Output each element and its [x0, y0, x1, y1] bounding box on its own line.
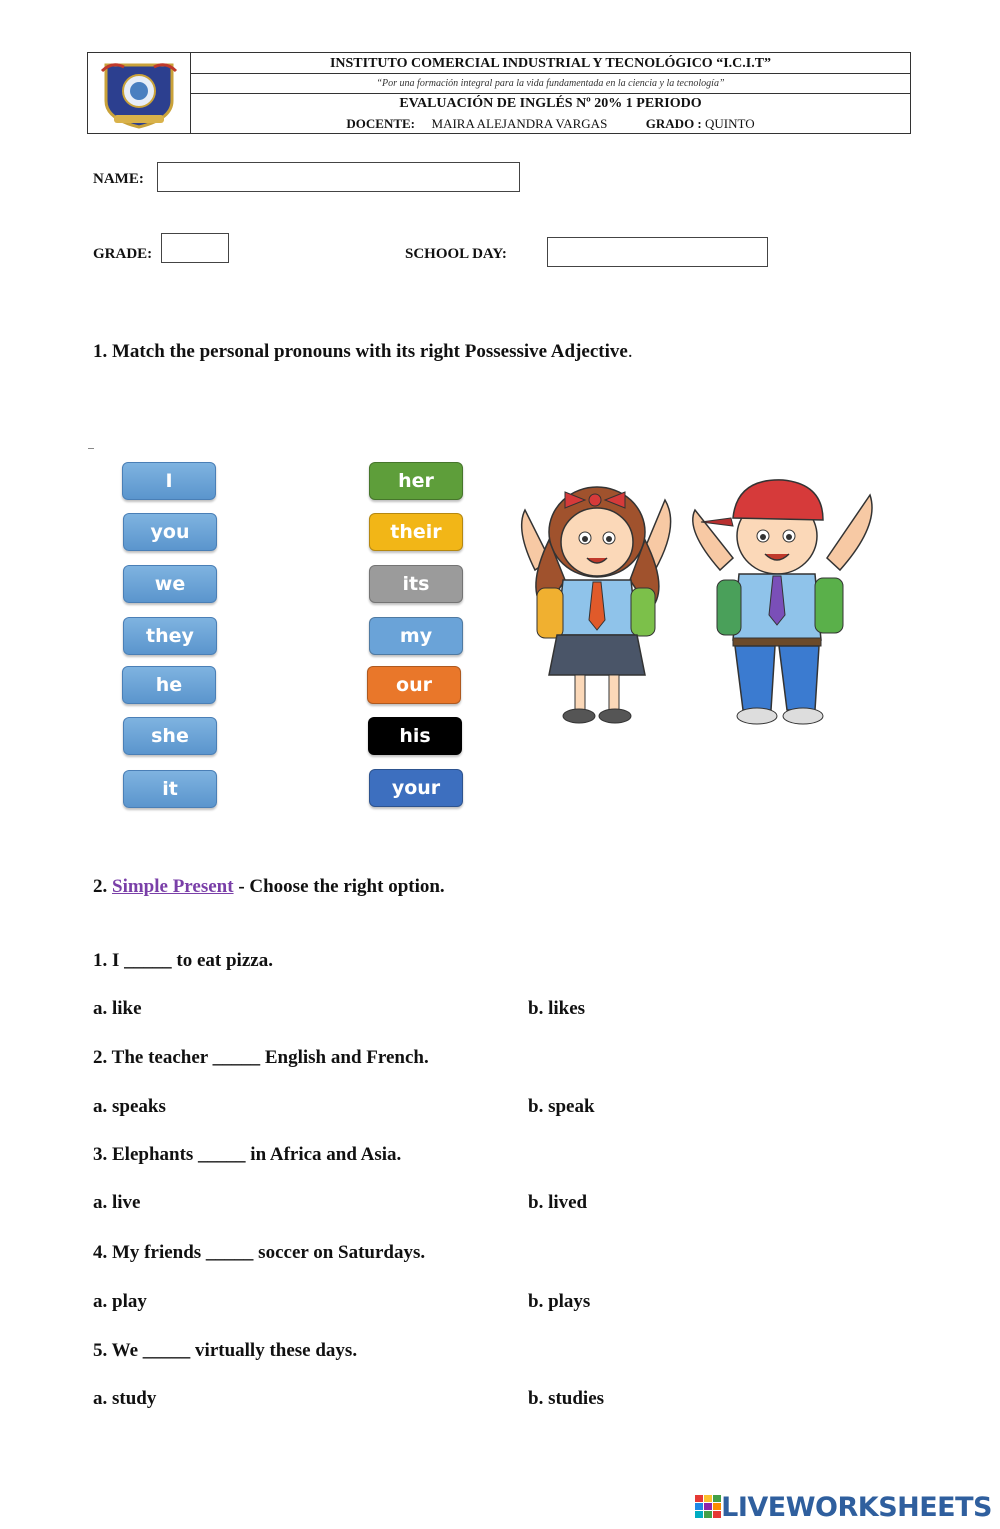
question-5: 5. We _____ virtually these days.	[93, 1340, 358, 1361]
option-5a[interactable]: a. study	[93, 1388, 157, 1409]
teacher-label: DOCENTE:	[346, 116, 416, 131]
option-3a[interactable]: a. live	[93, 1192, 141, 1213]
option-4a[interactable]: a. play	[93, 1291, 147, 1312]
liveworksheets-text: LIVEWORKSHEETS	[721, 1492, 992, 1523]
institution-name: INSTITUTO COMERCIAL INDUSTRIAL Y TECNOLÓGICO “I.C.I.T”	[191, 53, 910, 74]
pronoun-tile-you[interactable]: you	[123, 513, 217, 551]
pronoun-tile-she[interactable]: she	[123, 717, 217, 755]
possessive-tile-your[interactable]: your	[369, 769, 463, 807]
teacher-grade-row	[191, 114, 910, 134]
name-input[interactable]	[157, 162, 520, 192]
option-2a[interactable]: a. speaks	[93, 1096, 166, 1117]
question-2: 2. The teacher _____ English and French.	[93, 1047, 429, 1068]
possessive-tile-her[interactable]: her	[369, 462, 463, 500]
option-4b[interactable]: b. plays	[528, 1291, 591, 1312]
section1-title	[93, 341, 633, 363]
liveworksheets-logo[interactable]	[695, 1492, 992, 1523]
question-4: 4. My friends _____ soccer on Saturdays.	[93, 1242, 426, 1263]
pronoun-tile-he[interactable]: he	[122, 666, 216, 704]
boy-figure	[693, 480, 872, 724]
section1-title-text: 1. Match the personal pronouns with its right Possessive Adjective	[93, 341, 628, 362]
possessive-tile-my[interactable]: my	[369, 617, 463, 655]
question-1: 1. I _____ to eat pizza.	[93, 950, 273, 971]
school-day-label: SCHOOL DAY:	[405, 246, 507, 262]
grade-input[interactable]	[161, 233, 229, 263]
school-day-input[interactable]	[547, 237, 768, 267]
possessive-tile-our[interactable]: our	[367, 666, 461, 704]
header-table	[87, 52, 911, 134]
section1-title-end: .	[627, 341, 633, 362]
pronoun-tile-i[interactable]: I	[122, 462, 216, 500]
section2-prefix: 2.	[93, 876, 108, 897]
girl-figure	[522, 487, 671, 723]
name-label: NAME:	[93, 171, 144, 187]
grade-field-label: GRADE:	[93, 246, 153, 262]
possessive-tile-its[interactable]: its	[369, 565, 463, 603]
liveworksheets-icon	[695, 1495, 721, 1519]
question-3: 3. Elephants _____ in Africa and Asia.	[93, 1144, 402, 1165]
simple-present-link[interactable]: Simple Present	[112, 876, 234, 897]
institution-motto: “Por una formación integral para la vida fundamentada en la ciencia y la tecnología”	[191, 74, 910, 94]
pronoun-tile-they[interactable]: they	[123, 617, 217, 655]
pronoun-tile-we[interactable]: we	[123, 565, 217, 603]
section2-title	[93, 876, 445, 898]
grade-value: QUINTO	[705, 116, 755, 131]
school-crest-icon	[88, 53, 191, 133]
grade-label: GRADO :	[645, 116, 702, 131]
option-3b[interactable]: b. lived	[528, 1192, 588, 1213]
school-logo	[88, 53, 191, 133]
section2-suffix: - Choose the right option.	[233, 876, 445, 897]
pronoun-tile-it[interactable]: it	[123, 770, 217, 808]
option-2b[interactable]: b. speak	[528, 1096, 595, 1117]
possessive-tile-their[interactable]: their	[369, 513, 463, 551]
option-1a[interactable]: a. like	[93, 998, 142, 1019]
teacher-name: MAIRA ALEJANDRA VARGAS	[431, 116, 608, 131]
possessive-tile-his[interactable]: his	[368, 717, 462, 755]
kids-illustration	[505, 470, 885, 735]
option-1b[interactable]: b. likes	[528, 998, 586, 1019]
exam-title: EVALUACIÓN DE INGLÉS Nº 20% 1 PERIODO	[399, 96, 702, 111]
option-5b[interactable]: b. studies	[528, 1388, 605, 1409]
stray-mark	[88, 448, 94, 449]
